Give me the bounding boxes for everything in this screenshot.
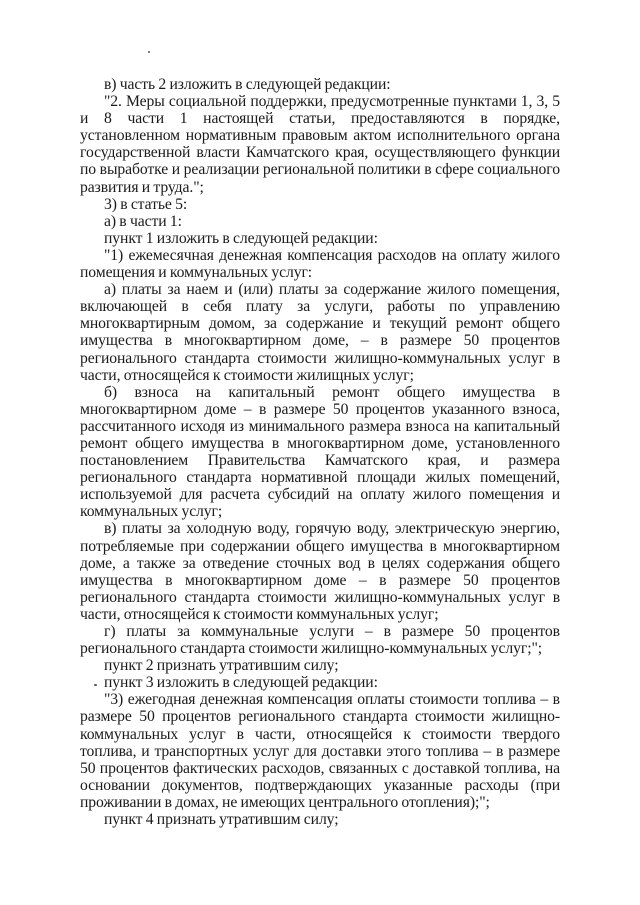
paragraph-point3-text: "3) ежегодная денежная компенсация оплаты стоимости топлива – в размере 50 процентов регионального стандарта стоимости жилищно-коммунальных услуг в части, относящейся к стоимости твердого топлива, и транспортных услуг для доставки этого топлива – в размере 50 процентов фактических расходов, связанных с доставкой топлива, на основании документов, подтверждающих указанные расходы (при проживании в домах, не имеющих центрального отопления);"; xyxy=(80,691,560,811)
paragraph-point1-text: "1) ежемесячная денежная компенсация расходов на оплату жилого помещения и коммунальных услуг: xyxy=(80,246,560,282)
paragraph-subitem-b: б) взноса на капитальный ремонт общего имущества в многоквартирном доме – в размере 50 процентов указанного взноса, рассчитанного исходя из минимального размера взноса на капитальный ремонт общего имущества в многоквартирном доме, установленного постановлением Правительства Камчатского края, и размера регионального стандарта нормативной площади жилых помещений, используемой для расчета субсидий на оплату жилого помещения и коммунальных услуг; xyxy=(80,383,560,521)
paragraph-subitem-g: г) платы за коммунальные услуги – в размере 50 процентов регионального стандарта стоимости жилищно-коммунальных услуг;"; xyxy=(80,623,560,658)
paragraph-point3-intro: пункт 3 изложить в следующей редакции: xyxy=(104,674,378,692)
paragraph-subitem-a: а) платы за наем и (или) платы за содержание жилого помещения, включающей в себя плату за услуги, работы по управлению многоквартирным домом, за содержание и текущий ремонт общего имущества в многоквартирном доме, – в размере 50 процентов регионального стандарта стоимости жилищно-коммунальных услуг в части, относящейся к стоимости жилищных услуг; xyxy=(80,281,560,384)
paragraph-part1: а) в части 1: xyxy=(104,212,182,230)
paragraph-article5: 3) в статье 5: xyxy=(104,195,188,213)
document-body xyxy=(80,76,560,828)
paragraph-point1-intro: пункт 1 изложить в следующей редакции: xyxy=(104,229,378,247)
paragraph-subitem-v: в) платы за холодную воду, горячую воду, электрическую энергию, потребляемые при содержании общего имущества в многоквартирном доме, а также за отведение сточных вод в целях содержания общего имущества в многоквартирном доме – в размере 50 процентов регионального стандарта стоимости жилищно-коммунальных услуг в части, относящейся к стоимости коммунальных услуг; xyxy=(80,520,560,623)
paragraph-point2-repeal: пункт 2 признать утратившим силу; xyxy=(104,657,339,675)
scan-speck xyxy=(148,51,150,53)
paragraph-quote-part2: "2. Меры социальной поддержки, предусмотренные пунктами 1, 3, 5 и 8 части 1 настоящей статьи, предоставляются в порядке, установленном нормативным правовым актом исполнительного органа государственной власти Камчатского края, осуществляющего функции по выработке и реализации региональной политики в сфере социального развития и труда."; xyxy=(80,93,560,196)
paragraph-point4-repeal: пункт 4 признать утратившим силу; xyxy=(104,811,339,829)
paragraph-item-v-part2: в) часть 2 изложить в следующей редакции: xyxy=(104,76,391,93)
